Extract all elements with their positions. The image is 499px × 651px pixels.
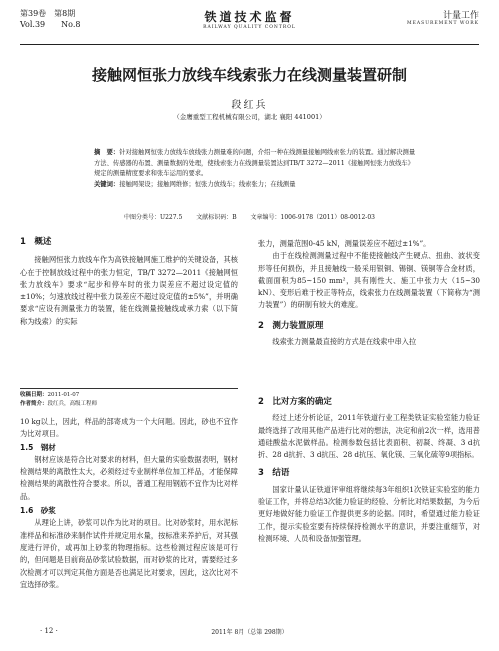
keywords-text: 接触网架设；接触网维修；恒张力放线车；线索张力；在线测量: [119, 180, 296, 188]
section-1-6-heading: 1.6 砂浆: [20, 506, 56, 516]
left-column-bottom: [20, 416, 238, 591]
received-date: 2011-01-07: [47, 392, 80, 398]
section-3-heading: 3 结语: [258, 468, 290, 479]
left-column-top: [20, 236, 238, 376]
article-number: 文章编号：1006-9178（2011）08-0012-03: [250, 214, 375, 221]
received-label: 收稿日期：: [20, 392, 48, 398]
right-column-top: [258, 238, 480, 348]
section-2-heading: 2 测力装置原理: [258, 320, 324, 331]
running-header: [20, 8, 479, 45]
clc-number: 中图分类号：U227.5: [124, 214, 183, 221]
section-1-heading: 1 概述: [20, 237, 52, 247]
right-column-bottom: [258, 396, 480, 545]
section-2b-heading: 2 比对方案的确定: [258, 397, 332, 407]
continued-paragraph-right: 张力，测量范围0-45 kN，测量误差应不超过±1%”。: [258, 239, 431, 248]
section-en: MEASUREMENT WORK: [406, 21, 479, 26]
footnote: [20, 388, 238, 409]
bio-label: 作者简介：: [20, 401, 48, 407]
abstract-label: 摘 要：: [94, 149, 120, 156]
keywords-label: 关键词：: [94, 180, 120, 188]
section-2b-paragraph: 经过上述分析论证，2011年铁道行业工程类铁证实验室能力验证最终选择了改用其他产品进行比对的想法，决定和前2次一样，选用普通硅酸盐水泥做样品。检测参数包括比表面积、初凝、终凝、3 d抗折、28 d抗折、3 d抗压、28 d抗压、氧化镁、三氧化硫等9项指标。: [258, 413, 480, 460]
section-name: [407, 8, 479, 26]
author-bio: 段红兵，高级工程师: [47, 401, 98, 407]
abstract-text: 针对接触网恒张力放线车放线张力测量难的问题，介绍一种在线测量接触网线索张力的装置。通过解决测量方法、传感器的布置、测量数据的处理，使线索张力在线测量装置达到TB/T 3272—2011《接触网恒张力放线车》规定的测量精度要求和张车运用的要求。: [94, 149, 416, 177]
section-cn: 计量工作: [442, 11, 479, 21]
journal-cn: 铁道技术监督: [204, 10, 295, 24]
section-1-5-paragraph: 钢材应该是符合比对要求的材料，但大量的实验数据表明，钢材检测结果的离散性太大，必须经过专业制样单位加工样品，才能保障检测结果的离散性符合要求。所以，普通工程用钢筋不宜作为比对样品。: [20, 454, 238, 501]
issue-info: 2011年 8月（总第 298期）: [211, 629, 288, 636]
volume-en: Vol.39 No.8: [20, 20, 81, 29]
classification-line: [20, 212, 479, 221]
page-number: · 12 ·: [40, 627, 58, 635]
doc-code: 文献标识码：B: [196, 214, 237, 221]
volume-cn: 第39卷 第8期: [20, 9, 76, 18]
continued-paragraph: 10 kg以上，因此，样品的部寄成为一个大问题。因此，砂也不宜作为比对项目。: [20, 417, 238, 439]
affiliation: （金鹰重型工程机械有限公司，湖北 襄阳 441001）: [173, 113, 326, 121]
article-title: 接触网恒张力放线车线索张力在线测量装置研制: [91, 66, 407, 84]
journal-en: RAILWAY QUALITY CONTROL: [203, 25, 296, 30]
section-1-paragraph: 接触网恒张力放线车作为高铁接触网施工维护的关键设备，其核心在于控制放线过程中的张力恒定，TB/T 3272—2011《接触网恒张力放线车》要求“起步和停车时的张力误差应不超过设定值的±10%；匀速放线过程中张力误差应不超过设定值的±5%”，并明确要求“应设有测量张力的装置，能在线测量接触线或承力索（以下简称为线索）的实际: [20, 255, 238, 326]
section-3-paragraph: 国家计量认证铁道评审组将继续每3年组织1次铁证实验室的能力验证工作，并将总结3次能力验证的经验、分析比对结果数据，为今后更好地做好能力验证工作提供更多的论据。同时，希望通过能力验证工作，提示实验室要有持续保持检测水平的意识，并要注重细节，对检测环境、人员和设备加强管理。: [258, 484, 480, 543]
right-paragraph-2: 由于在线检测测量过程中不能使接触线产生硬点、扭曲、波状变形等任何损伤，并且接触线一般采用银铜、锡铜、镁铜等合金材质，截面面积为85~150 mm²，具有刚性大、施工中张力大（15~30 kN）、变形后难于校正等特点，线索张力在线测量装置（下简称为“测力装置”）的研制有较大的难度。: [258, 251, 480, 310]
section-1-5-heading: 1.5 钢材: [20, 442, 56, 452]
abstract: [94, 148, 419, 190]
author: 段红兵: [231, 100, 268, 111]
section-2-paragraph: 线索张力测量最直接的方式是在线索中串入拉: [272, 337, 417, 347]
section-1-6-paragraph: 从理论上讲，砂浆可以作为比对的项目。比对砂浆时，用水泥标准样品和标准砂来制作试件并规定用水量，按标准来养护后，对其强度进行评价，或再加上砂浆的物理指标。这些检测过程应该是可行的，但问题是目前商品砂浆试验数据，而对砂浆的比对，需要经过多次检测才可以判定其他方面是否也满足比对要求，因此，这次比对不宜选择砂浆。: [20, 518, 238, 589]
